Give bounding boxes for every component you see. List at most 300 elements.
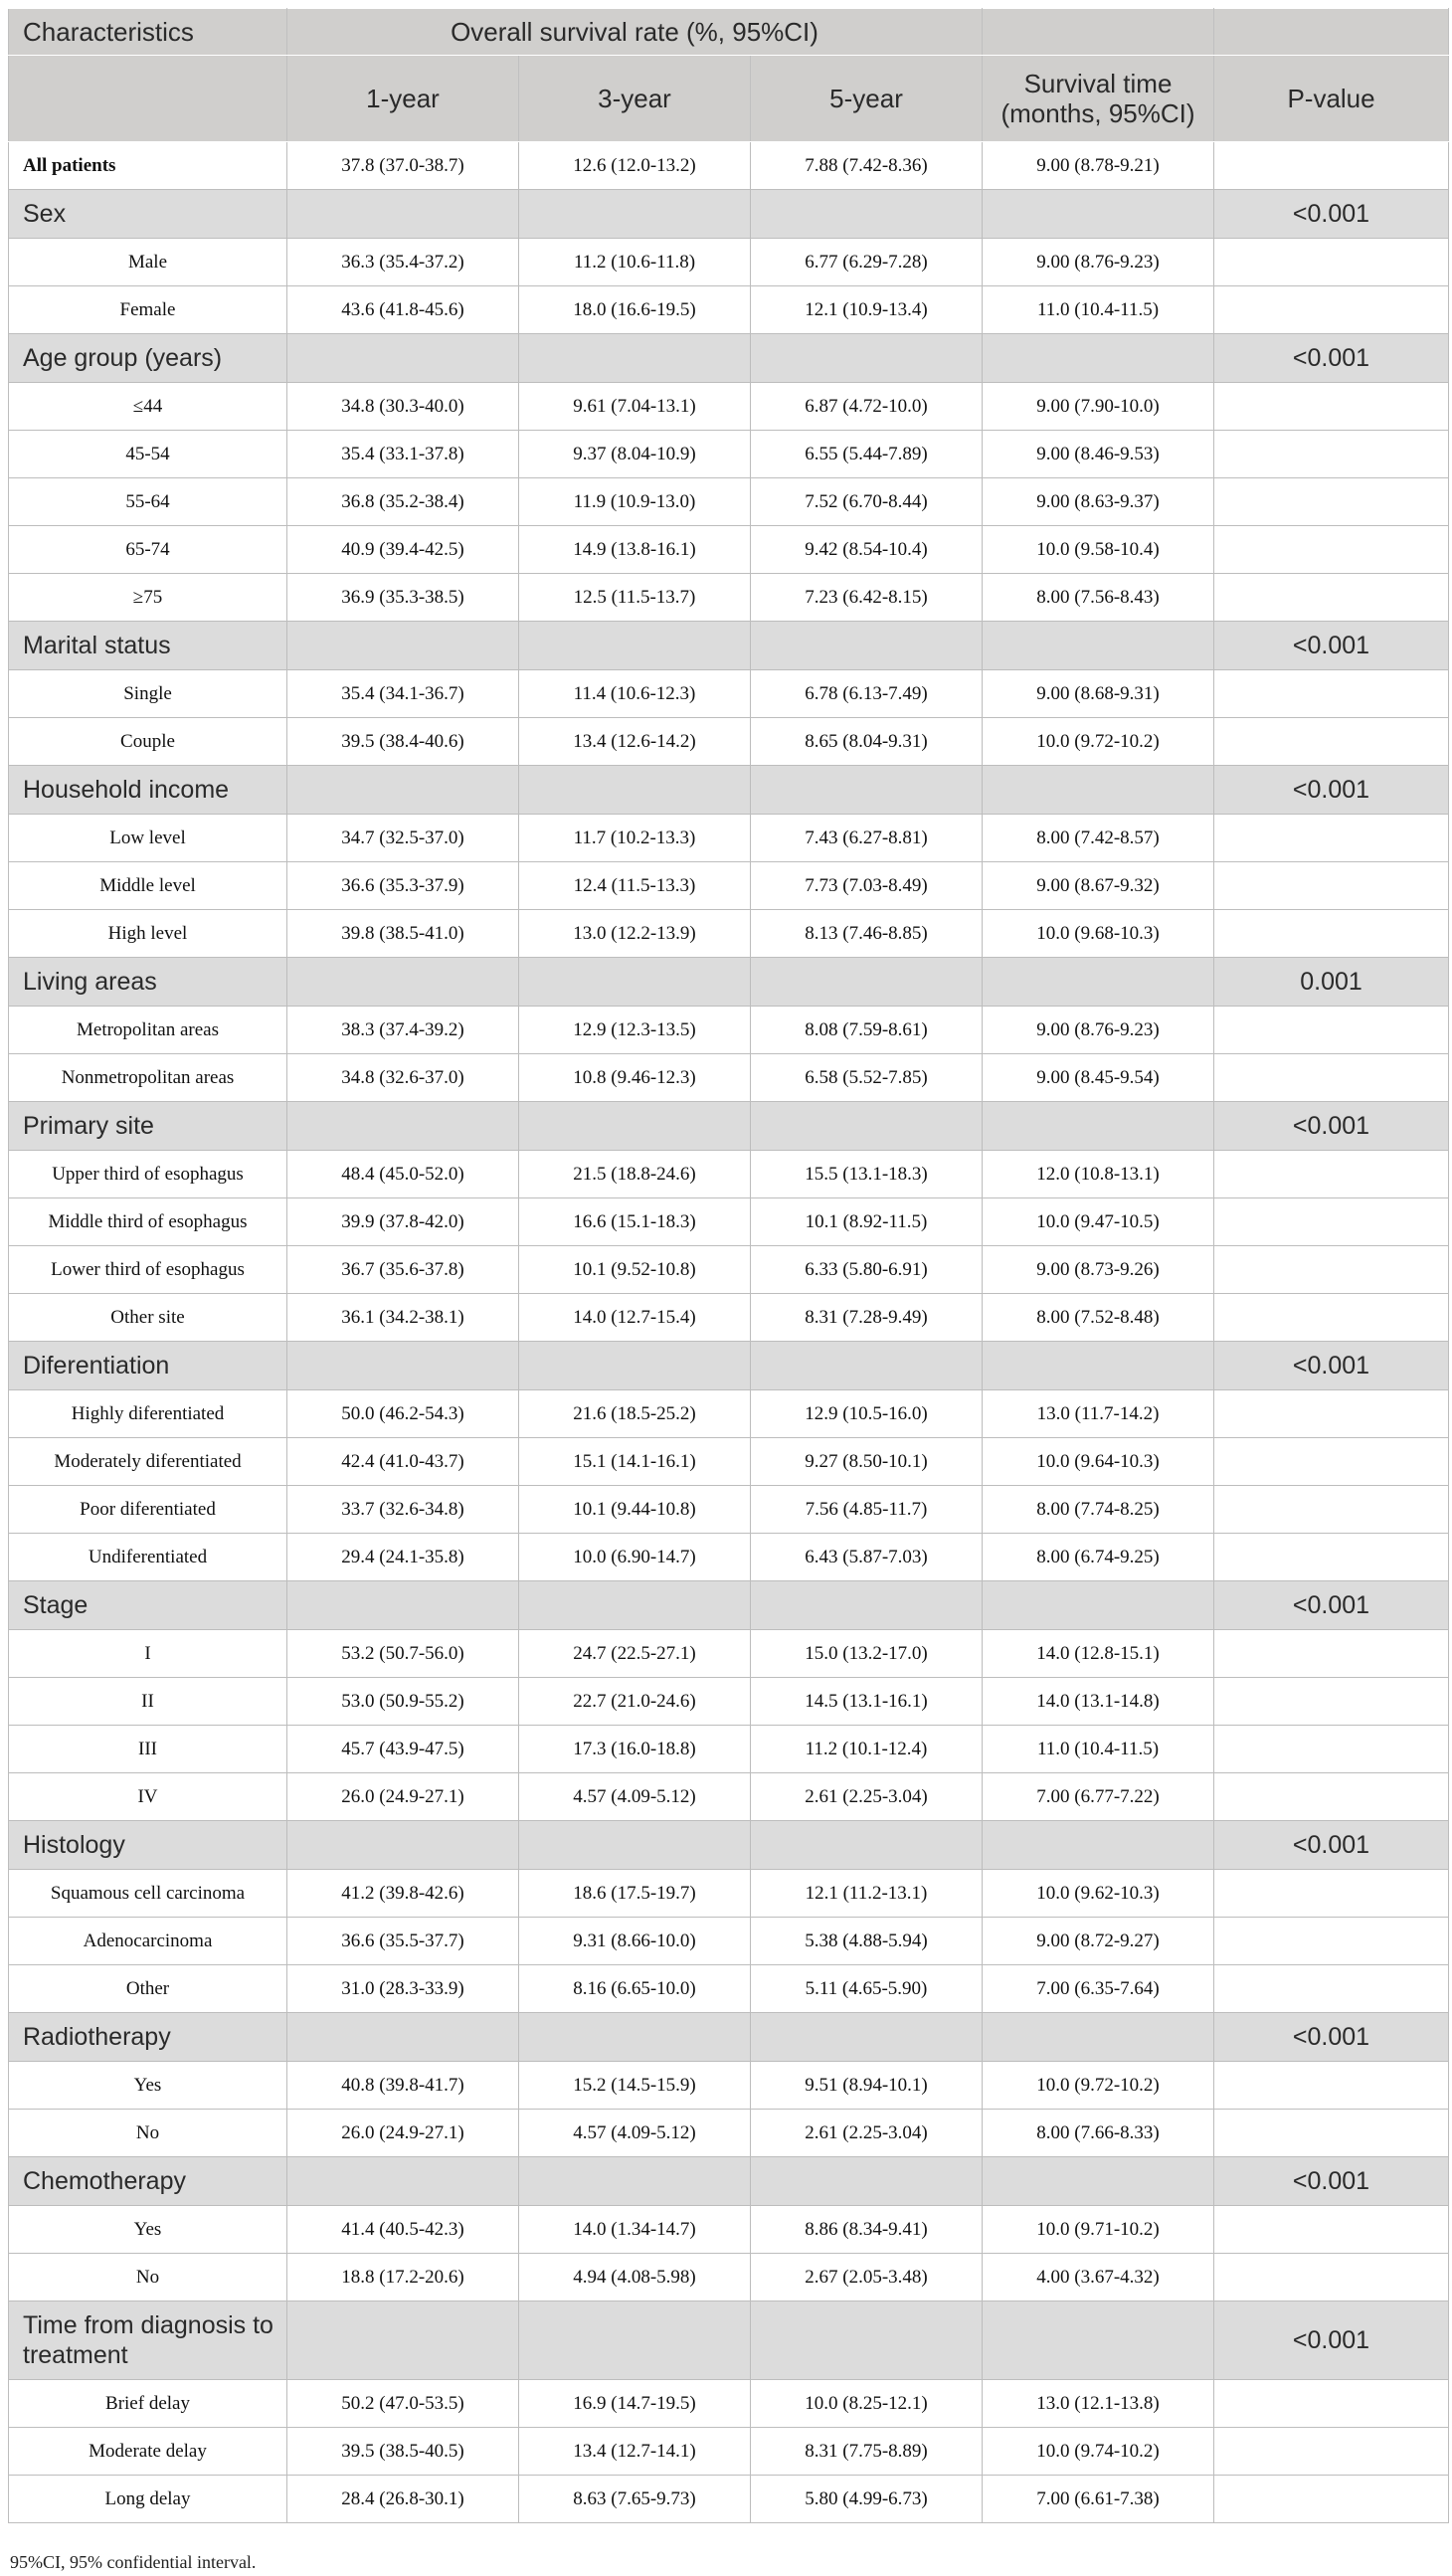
row-label: I xyxy=(9,1630,287,1678)
row-3-year: 16.9 (14.7-19.5) xyxy=(519,2380,751,2428)
row-p-value xyxy=(1214,431,1449,478)
group-empty xyxy=(983,2301,1214,2380)
group-p-value: <0.001 xyxy=(1214,2013,1449,2062)
row-1-year: 33.7 (32.6-34.8) xyxy=(287,1486,519,1534)
group-p-value: <0.001 xyxy=(1214,1821,1449,1870)
row-5-year: 8.13 (7.46-8.85) xyxy=(751,910,983,958)
row-1-year: 26.0 (24.9-27.1) xyxy=(287,2110,519,2157)
row-survival-time: 7.00 (6.77-7.22) xyxy=(983,1773,1214,1821)
row-p-value xyxy=(1214,239,1449,286)
row-5-year: 2.61 (2.25-3.04) xyxy=(751,1773,983,1821)
header-1-year: 1-year xyxy=(287,56,519,142)
row-5-year: 11.2 (10.1-12.4) xyxy=(751,1726,983,1773)
row-1-year: 34.8 (30.3-40.0) xyxy=(287,383,519,431)
survival-table xyxy=(8,8,1449,2523)
group-row xyxy=(9,2157,1449,2206)
row-1-year: 39.8 (38.5-41.0) xyxy=(287,910,519,958)
header-row-2 xyxy=(9,56,1449,142)
all-patients-3-year: 12.6 (12.0-13.2) xyxy=(519,142,751,190)
group-empty xyxy=(519,766,751,815)
row-survival-time: 4.00 (3.67-4.32) xyxy=(983,2254,1214,2301)
group-empty xyxy=(751,958,983,1007)
row-3-year: 10.1 (9.44-10.8) xyxy=(519,1486,751,1534)
row-1-year: 38.3 (37.4-39.2) xyxy=(287,1007,519,1054)
group-empty xyxy=(751,1581,983,1630)
table-row xyxy=(9,1246,1449,1294)
group-empty xyxy=(751,2157,983,2206)
group-empty xyxy=(751,190,983,239)
row-label: Female xyxy=(9,286,287,334)
row-1-year: 35.4 (34.1-36.7) xyxy=(287,670,519,718)
row-5-year: 6.87 (4.72-10.0) xyxy=(751,383,983,431)
table-row xyxy=(9,815,1449,862)
row-3-year: 11.7 (10.2-13.3) xyxy=(519,815,751,862)
row-p-value xyxy=(1214,815,1449,862)
row-label: Other xyxy=(9,1965,287,2013)
all-patients-survival-time: 9.00 (8.78-9.21) xyxy=(983,142,1214,190)
group-empty xyxy=(519,190,751,239)
row-survival-time: 8.00 (7.56-8.43) xyxy=(983,574,1214,622)
row-p-value xyxy=(1214,718,1449,766)
row-label: Middle third of esophagus xyxy=(9,1198,287,1246)
row-survival-time: 9.00 (8.67-9.32) xyxy=(983,862,1214,910)
group-empty xyxy=(983,2013,1214,2062)
row-5-year: 10.0 (8.25-12.1) xyxy=(751,2380,983,2428)
group-empty xyxy=(287,1342,519,1390)
all-patients-row xyxy=(9,142,1449,190)
all-patients-p-value xyxy=(1214,142,1449,190)
row-label: ≤44 xyxy=(9,383,287,431)
row-5-year: 6.78 (6.13-7.49) xyxy=(751,670,983,718)
header-overall-survival: Overall survival rate (%, 95%CI) xyxy=(287,9,983,56)
row-5-year: 2.67 (2.05-3.48) xyxy=(751,2254,983,2301)
row-5-year: 8.08 (7.59-8.61) xyxy=(751,1007,983,1054)
row-3-year: 18.6 (17.5-19.7) xyxy=(519,1870,751,1918)
row-survival-time: 9.00 (8.45-9.54) xyxy=(983,1054,1214,1102)
row-5-year: 8.31 (7.75-8.89) xyxy=(751,2428,983,2476)
table-row xyxy=(9,2206,1449,2254)
table-row xyxy=(9,2380,1449,2428)
row-5-year: 12.1 (10.9-13.4) xyxy=(751,286,983,334)
group-name: Sex xyxy=(9,190,287,239)
row-p-value xyxy=(1214,1918,1449,1965)
row-survival-time: 9.00 (8.76-9.23) xyxy=(983,1007,1214,1054)
table-row xyxy=(9,526,1449,574)
row-1-year: 50.0 (46.2-54.3) xyxy=(287,1390,519,1438)
row-label: Adenocarcinoma xyxy=(9,1918,287,1965)
row-label: No xyxy=(9,2254,287,2301)
row-1-year: 35.4 (33.1-37.8) xyxy=(287,431,519,478)
row-label: II xyxy=(9,1678,287,1726)
row-label: Undiferentiated xyxy=(9,1534,287,1581)
group-empty xyxy=(983,958,1214,1007)
group-name: Marital status xyxy=(9,622,287,670)
row-label: No xyxy=(9,2110,287,2157)
row-5-year: 9.27 (8.50-10.1) xyxy=(751,1438,983,1486)
header-empty-2 xyxy=(1214,9,1449,56)
row-survival-time: 8.00 (7.74-8.25) xyxy=(983,1486,1214,1534)
row-p-value xyxy=(1214,478,1449,526)
row-5-year: 2.61 (2.25-3.04) xyxy=(751,2110,983,2157)
row-label: Moderate delay xyxy=(9,2428,287,2476)
row-1-year: 36.1 (34.2-38.1) xyxy=(287,1294,519,1342)
row-1-year: 34.7 (32.5-37.0) xyxy=(287,815,519,862)
row-p-value xyxy=(1214,2380,1449,2428)
row-p-value xyxy=(1214,1726,1449,1773)
row-label: Upper third of esophagus xyxy=(9,1151,287,1198)
row-survival-time: 10.0 (9.72-10.2) xyxy=(983,2062,1214,2110)
row-survival-time: 10.0 (9.72-10.2) xyxy=(983,718,1214,766)
row-survival-time: 14.0 (12.8-15.1) xyxy=(983,1630,1214,1678)
row-p-value xyxy=(1214,670,1449,718)
table-row xyxy=(9,1151,1449,1198)
row-1-year: 40.9 (39.4-42.5) xyxy=(287,526,519,574)
row-3-year: 15.2 (14.5-15.9) xyxy=(519,2062,751,2110)
table-body xyxy=(9,142,1449,2523)
row-3-year: 21.5 (18.8-24.6) xyxy=(519,1151,751,1198)
group-row xyxy=(9,958,1449,1007)
table-row xyxy=(9,670,1449,718)
table-row xyxy=(9,862,1449,910)
group-empty xyxy=(287,1821,519,1870)
row-label: Squamous cell carcinoma xyxy=(9,1870,287,1918)
row-survival-time: 12.0 (10.8-13.1) xyxy=(983,1151,1214,1198)
table-row xyxy=(9,1773,1449,1821)
row-label: Moderately diferentiated xyxy=(9,1438,287,1486)
header-5-year: 5-year xyxy=(751,56,983,142)
group-name: Household income xyxy=(9,766,287,815)
group-empty xyxy=(519,958,751,1007)
group-row xyxy=(9,1581,1449,1630)
row-survival-time: 9.00 (8.68-9.31) xyxy=(983,670,1214,718)
row-survival-time: 9.00 (8.72-9.27) xyxy=(983,1918,1214,1965)
row-label: Lower third of esophagus xyxy=(9,1246,287,1294)
group-name: Age group (years) xyxy=(9,334,287,383)
group-empty xyxy=(983,766,1214,815)
row-5-year: 8.31 (7.28-9.49) xyxy=(751,1294,983,1342)
row-5-year: 7.43 (6.27-8.81) xyxy=(751,815,983,862)
row-1-year: 43.6 (41.8-45.6) xyxy=(287,286,519,334)
row-p-value xyxy=(1214,1198,1449,1246)
row-p-value xyxy=(1214,1007,1449,1054)
row-p-value xyxy=(1214,1870,1449,1918)
row-3-year: 11.4 (10.6-12.3) xyxy=(519,670,751,718)
row-1-year: 29.4 (24.1-35.8) xyxy=(287,1534,519,1581)
group-empty xyxy=(287,1581,519,1630)
row-3-year: 10.1 (9.52-10.8) xyxy=(519,1246,751,1294)
table-row xyxy=(9,1054,1449,1102)
all-patients-5-year: 7.88 (7.42-8.36) xyxy=(751,142,983,190)
group-empty xyxy=(287,766,519,815)
row-survival-time: 9.00 (7.90-10.0) xyxy=(983,383,1214,431)
table-row xyxy=(9,1294,1449,1342)
group-p-value: <0.001 xyxy=(1214,1102,1449,1151)
row-5-year: 6.33 (5.80-6.91) xyxy=(751,1246,983,1294)
group-row xyxy=(9,2013,1449,2062)
row-1-year: 53.0 (50.9-55.2) xyxy=(287,1678,519,1726)
row-3-year: 22.7 (21.0-24.6) xyxy=(519,1678,751,1726)
row-3-year: 11.9 (10.9-13.0) xyxy=(519,478,751,526)
row-1-year: 26.0 (24.9-27.1) xyxy=(287,1773,519,1821)
group-empty xyxy=(983,190,1214,239)
group-name: Stage xyxy=(9,1581,287,1630)
group-p-value: <0.001 xyxy=(1214,622,1449,670)
row-1-year: 36.7 (35.6-37.8) xyxy=(287,1246,519,1294)
row-label: 55-64 xyxy=(9,478,287,526)
row-label: Brief delay xyxy=(9,2380,287,2428)
row-survival-time: 10.0 (9.68-10.3) xyxy=(983,910,1214,958)
group-name: Radiotherapy xyxy=(9,2013,287,2062)
row-label: Single xyxy=(9,670,287,718)
group-empty xyxy=(751,766,983,815)
row-3-year: 13.0 (12.2-13.9) xyxy=(519,910,751,958)
row-5-year: 12.9 (10.5-16.0) xyxy=(751,1390,983,1438)
row-5-year: 6.58 (5.52-7.85) xyxy=(751,1054,983,1102)
row-5-year: 7.23 (6.42-8.15) xyxy=(751,574,983,622)
row-label: Highly diferentiated xyxy=(9,1390,287,1438)
row-label: Poor diferentiated xyxy=(9,1486,287,1534)
row-3-year: 13.4 (12.6-14.2) xyxy=(519,718,751,766)
row-survival-time: 10.0 (9.74-10.2) xyxy=(983,2428,1214,2476)
row-5-year: 15.5 (13.1-18.3) xyxy=(751,1151,983,1198)
row-p-value xyxy=(1214,2110,1449,2157)
header-characteristics: Characteristics xyxy=(9,9,287,56)
group-empty xyxy=(287,1102,519,1151)
row-label: High level xyxy=(9,910,287,958)
row-5-year: 8.86 (8.34-9.41) xyxy=(751,2206,983,2254)
row-survival-time: 13.0 (11.7-14.2) xyxy=(983,1390,1214,1438)
row-p-value xyxy=(1214,2206,1449,2254)
row-survival-time: 10.0 (9.47-10.5) xyxy=(983,1198,1214,1246)
row-survival-time: 9.00 (8.63-9.37) xyxy=(983,478,1214,526)
all-patients-label: All patients xyxy=(9,142,287,190)
row-5-year: 6.43 (5.87-7.03) xyxy=(751,1534,983,1581)
group-empty xyxy=(751,622,983,670)
group-empty xyxy=(751,1821,983,1870)
row-survival-time: 9.00 (8.73-9.26) xyxy=(983,1246,1214,1294)
row-survival-time: 11.0 (10.4-11.5) xyxy=(983,286,1214,334)
group-p-value: <0.001 xyxy=(1214,2157,1449,2206)
row-3-year: 14.0 (12.7-15.4) xyxy=(519,1294,751,1342)
group-p-value: <0.001 xyxy=(1214,2301,1449,2380)
row-p-value xyxy=(1214,1294,1449,1342)
row-3-year: 12.4 (11.5-13.3) xyxy=(519,862,751,910)
group-empty xyxy=(519,1342,751,1390)
table-row xyxy=(9,1726,1449,1773)
row-label: ≥75 xyxy=(9,574,287,622)
row-label: Yes xyxy=(9,2062,287,2110)
row-5-year: 5.38 (4.88-5.94) xyxy=(751,1918,983,1965)
header-survival-time-line1: Survival time xyxy=(1023,69,1173,98)
row-label: 45-54 xyxy=(9,431,287,478)
row-1-year: 50.2 (47.0-53.5) xyxy=(287,2380,519,2428)
row-p-value xyxy=(1214,286,1449,334)
group-empty xyxy=(751,2301,983,2380)
row-1-year: 18.8 (17.2-20.6) xyxy=(287,2254,519,2301)
row-survival-time: 10.0 (9.64-10.3) xyxy=(983,1438,1214,1486)
row-3-year: 12.9 (12.3-13.5) xyxy=(519,1007,751,1054)
row-5-year: 12.1 (11.2-13.1) xyxy=(751,1870,983,1918)
row-label: 65-74 xyxy=(9,526,287,574)
row-3-year: 4.57 (4.09-5.12) xyxy=(519,2110,751,2157)
table-row xyxy=(9,1438,1449,1486)
group-empty xyxy=(519,622,751,670)
group-row xyxy=(9,334,1449,383)
table-row xyxy=(9,2254,1449,2301)
row-p-value xyxy=(1214,1151,1449,1198)
header-empty-1 xyxy=(983,9,1214,56)
row-3-year: 4.57 (4.09-5.12) xyxy=(519,1773,751,1821)
row-1-year: 36.6 (35.3-37.9) xyxy=(287,862,519,910)
group-empty xyxy=(519,1821,751,1870)
group-empty xyxy=(751,2013,983,2062)
group-row xyxy=(9,2301,1449,2380)
row-p-value xyxy=(1214,862,1449,910)
header-p-value: P-value xyxy=(1214,56,1449,142)
survival-table-container xyxy=(8,8,1448,2523)
row-p-value xyxy=(1214,1678,1449,1726)
group-p-value: <0.001 xyxy=(1214,1581,1449,1630)
row-p-value xyxy=(1214,1438,1449,1486)
row-3-year: 15.1 (14.1-16.1) xyxy=(519,1438,751,1486)
row-survival-time: 7.00 (6.35-7.64) xyxy=(983,1965,1214,2013)
group-empty xyxy=(983,1342,1214,1390)
group-empty xyxy=(287,190,519,239)
row-1-year: 39.9 (37.8-42.0) xyxy=(287,1198,519,1246)
row-survival-time: 7.00 (6.61-7.38) xyxy=(983,2476,1214,2523)
row-p-value xyxy=(1214,526,1449,574)
group-empty xyxy=(519,1102,751,1151)
row-3-year: 10.8 (9.46-12.3) xyxy=(519,1054,751,1102)
group-empty xyxy=(983,1102,1214,1151)
row-p-value xyxy=(1214,1246,1449,1294)
row-p-value xyxy=(1214,574,1449,622)
row-survival-time: 10.0 (9.71-10.2) xyxy=(983,2206,1214,2254)
table-row xyxy=(9,1918,1449,1965)
group-empty xyxy=(983,2157,1214,2206)
row-5-year: 10.1 (8.92-11.5) xyxy=(751,1198,983,1246)
row-survival-time: 9.00 (8.76-9.23) xyxy=(983,239,1214,286)
group-empty xyxy=(287,2301,519,2380)
row-label: Couple xyxy=(9,718,287,766)
group-name: Diferentiation xyxy=(9,1342,287,1390)
row-3-year: 9.61 (7.04-13.1) xyxy=(519,383,751,431)
row-1-year: 53.2 (50.7-56.0) xyxy=(287,1630,519,1678)
row-p-value xyxy=(1214,1486,1449,1534)
row-label: Other site xyxy=(9,1294,287,1342)
group-empty xyxy=(751,334,983,383)
row-1-year: 36.6 (35.5-37.7) xyxy=(287,1918,519,1965)
table-row xyxy=(9,718,1449,766)
header-row-1 xyxy=(9,9,1449,56)
row-label: Male xyxy=(9,239,287,286)
table-row xyxy=(9,286,1449,334)
row-1-year: 36.9 (35.3-38.5) xyxy=(287,574,519,622)
row-3-year: 12.5 (11.5-13.7) xyxy=(519,574,751,622)
row-label: Middle level xyxy=(9,862,287,910)
table-row xyxy=(9,2062,1449,2110)
row-5-year: 7.73 (7.03-8.49) xyxy=(751,862,983,910)
row-p-value xyxy=(1214,2254,1449,2301)
table-footnote: 95%CI, 95% confidential interval. xyxy=(10,2552,257,2572)
row-5-year: 15.0 (13.2-17.0) xyxy=(751,1630,983,1678)
row-3-year: 4.94 (4.08-5.98) xyxy=(519,2254,751,2301)
row-3-year: 9.37 (8.04-10.9) xyxy=(519,431,751,478)
row-label: Nonmetropolitan areas xyxy=(9,1054,287,1102)
header-survival-time-line2: (months, 95%CI) xyxy=(1000,98,1195,128)
row-1-year: 41.2 (39.8-42.6) xyxy=(287,1870,519,1918)
group-row xyxy=(9,1821,1449,1870)
row-1-year: 28.4 (26.8-30.1) xyxy=(287,2476,519,2523)
group-empty xyxy=(519,334,751,383)
row-p-value xyxy=(1214,1054,1449,1102)
group-empty xyxy=(287,958,519,1007)
group-empty xyxy=(983,622,1214,670)
row-3-year: 13.4 (12.7-14.1) xyxy=(519,2428,751,2476)
row-3-year: 9.31 (8.66-10.0) xyxy=(519,1918,751,1965)
group-name: Primary site xyxy=(9,1102,287,1151)
table-row xyxy=(9,574,1449,622)
row-survival-time: 13.0 (12.1-13.8) xyxy=(983,2380,1214,2428)
row-5-year: 5.11 (4.65-5.90) xyxy=(751,1965,983,2013)
table-row xyxy=(9,1198,1449,1246)
row-3-year: 16.6 (15.1-18.3) xyxy=(519,1198,751,1246)
group-p-value: <0.001 xyxy=(1214,334,1449,383)
group-empty xyxy=(519,2013,751,2062)
group-p-value: <0.001 xyxy=(1214,1342,1449,1390)
table-row xyxy=(9,1870,1449,1918)
table-row xyxy=(9,2476,1449,2523)
group-empty xyxy=(287,2157,519,2206)
row-p-value xyxy=(1214,910,1449,958)
table-row xyxy=(9,383,1449,431)
group-row xyxy=(9,190,1449,239)
group-name: Time from diagnosis to treatment xyxy=(9,2301,287,2380)
group-row xyxy=(9,766,1449,815)
group-p-value: 0.001 xyxy=(1214,958,1449,1007)
table-row xyxy=(9,1390,1449,1438)
row-1-year: 41.4 (40.5-42.3) xyxy=(287,2206,519,2254)
table-row xyxy=(9,1965,1449,2013)
row-1-year: 36.3 (35.4-37.2) xyxy=(287,239,519,286)
row-3-year: 14.0 (1.34-14.7) xyxy=(519,2206,751,2254)
row-p-value xyxy=(1214,2428,1449,2476)
row-5-year: 6.55 (5.44-7.89) xyxy=(751,431,983,478)
row-3-year: 8.63 (7.65-9.73) xyxy=(519,2476,751,2523)
row-1-year: 42.4 (41.0-43.7) xyxy=(287,1438,519,1486)
group-row xyxy=(9,1102,1449,1151)
row-1-year: 39.5 (38.4-40.6) xyxy=(287,718,519,766)
all-patients-1-year: 37.8 (37.0-38.7) xyxy=(287,142,519,190)
group-empty xyxy=(751,1342,983,1390)
row-label: IV xyxy=(9,1773,287,1821)
row-3-year: 14.9 (13.8-16.1) xyxy=(519,526,751,574)
table-row xyxy=(9,431,1449,478)
table-row xyxy=(9,1630,1449,1678)
row-label: Low level xyxy=(9,815,287,862)
group-name: Living areas xyxy=(9,958,287,1007)
row-p-value xyxy=(1214,2476,1449,2523)
group-empty xyxy=(983,1821,1214,1870)
group-row xyxy=(9,622,1449,670)
table-row xyxy=(9,478,1449,526)
row-survival-time: 8.00 (7.66-8.33) xyxy=(983,2110,1214,2157)
row-survival-time: 11.0 (10.4-11.5) xyxy=(983,1726,1214,1773)
row-5-year: 7.56 (4.85-11.7) xyxy=(751,1486,983,1534)
row-survival-time: 8.00 (6.74-9.25) xyxy=(983,1534,1214,1581)
row-5-year: 8.65 (8.04-9.31) xyxy=(751,718,983,766)
row-5-year: 14.5 (13.1-16.1) xyxy=(751,1678,983,1726)
